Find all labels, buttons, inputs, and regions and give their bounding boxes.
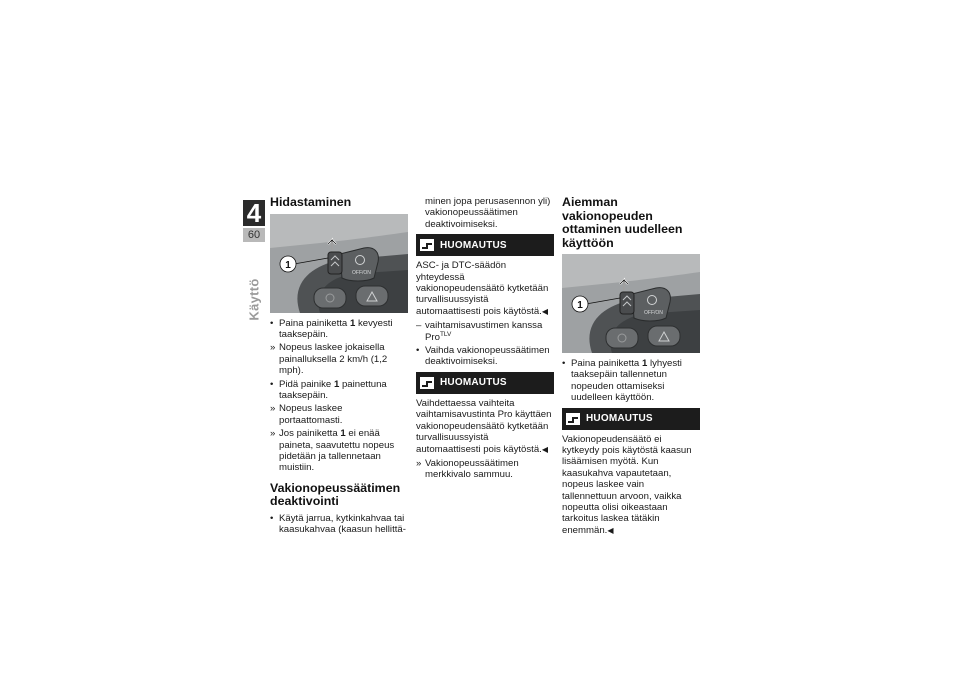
handlebar-switch-illustration bbox=[270, 214, 408, 313]
chapter-title: Käyttö bbox=[246, 278, 262, 321]
note-hand-icon bbox=[566, 413, 580, 425]
page-number: 60 bbox=[243, 228, 265, 242]
chapter-number: 4 bbox=[243, 200, 265, 226]
note-hand-icon bbox=[420, 377, 434, 389]
note-label: HUOMAUTUS bbox=[440, 239, 507, 251]
list-item: » Nopeus laskee portaattomasti. bbox=[270, 403, 343, 426]
note-text: ASC- ja DTC-säädön yhteydessä vakionopeudensäätö kytketään turvallisuussyistä automaattisesti pois käytöstä.◀ bbox=[416, 260, 549, 317]
figure-button-text: OFF/ON bbox=[644, 310, 663, 316]
list-item: • Käytä jarrua, kytkinkahvaa tai kaasukahvaa (kaasun hellittä- bbox=[270, 512, 406, 536]
column-1 bbox=[270, 196, 408, 538]
list-item: • Paina painiketta 1 lyhyesti taaksepäin tallennetun nopeuden ottamiseksi uudelleen käyttöön. bbox=[562, 358, 682, 404]
note-header bbox=[562, 408, 700, 430]
list-item: – vaihtamisavustimen kanssa Pro$^{TLV}$ bbox=[416, 320, 543, 343]
end-mark: ◀ bbox=[541, 444, 549, 454]
section-title-slowing: Hidastaminen bbox=[270, 195, 352, 209]
note-hand-icon bbox=[420, 239, 434, 251]
list-item: • Vaihda vakionopeussäätimen deaktivoimiseksi. bbox=[416, 345, 550, 368]
list-item: » Vakionopeussäätimen merkkivalo sammuu. bbox=[416, 457, 519, 481]
handlebar-switch-illustration bbox=[562, 254, 700, 353]
list-item: » Jos painiketta 1 ei enää paineta, saavutettu nopeus pidetään ja tallennetaan muistiin. bbox=[270, 428, 395, 474]
section-title-resume: Aiemman vakionopeuden ottaminen uudelleen käyttöön bbox=[562, 195, 683, 250]
figure-callout-1: 1 bbox=[577, 300, 583, 311]
end-mark: ◀ bbox=[541, 306, 549, 316]
end-mark: ◀ bbox=[607, 525, 614, 535]
section-title-deactivation: Vakionopeussäätimen deaktivointi bbox=[270, 480, 401, 509]
note-text: Vakionopeudensäätö ei kytkeydy pois käytöstä kaasun lisäämisen myötä. Kun kaasukahva vapautetaan, nopeus laskee vain tallennettuun arvoon, vaikka nopeutta olisi oikeastaan tarkoitus laskea tätäkin enemmän.◀ bbox=[562, 433, 692, 536]
note-header bbox=[416, 234, 554, 256]
note-text: Vaihdettaessa vaihteita vaihtamisavustinta Pro käyttäen vakionopeudensäätö kytketään turvallisuussyistä automaattisesti pois käytöstä.◀ bbox=[416, 397, 552, 455]
note-label: HUOMAUTUS bbox=[440, 377, 507, 389]
list-item: • Paina painiketta 1 kevyesti taaksepäin. bbox=[270, 317, 393, 340]
continued-text: minen jopa perusasennon yli) vakionopeussäätimen deaktivoimiseksi. bbox=[425, 196, 551, 230]
figure-button-text: OFF/ON bbox=[352, 269, 371, 276]
column-3 bbox=[562, 196, 700, 539]
figure-callout-1: 1 bbox=[285, 259, 291, 271]
list-item: • Pidä painike 1 painettuna taaksepäin. bbox=[270, 378, 387, 401]
note-header bbox=[416, 372, 554, 394]
list-item: » Nopeus laskee jokaisella painalluksella 2 km/h (1,2 mph). bbox=[270, 342, 388, 377]
column-2 bbox=[416, 196, 554, 483]
note-label: HUOMAUTUS bbox=[586, 412, 653, 424]
